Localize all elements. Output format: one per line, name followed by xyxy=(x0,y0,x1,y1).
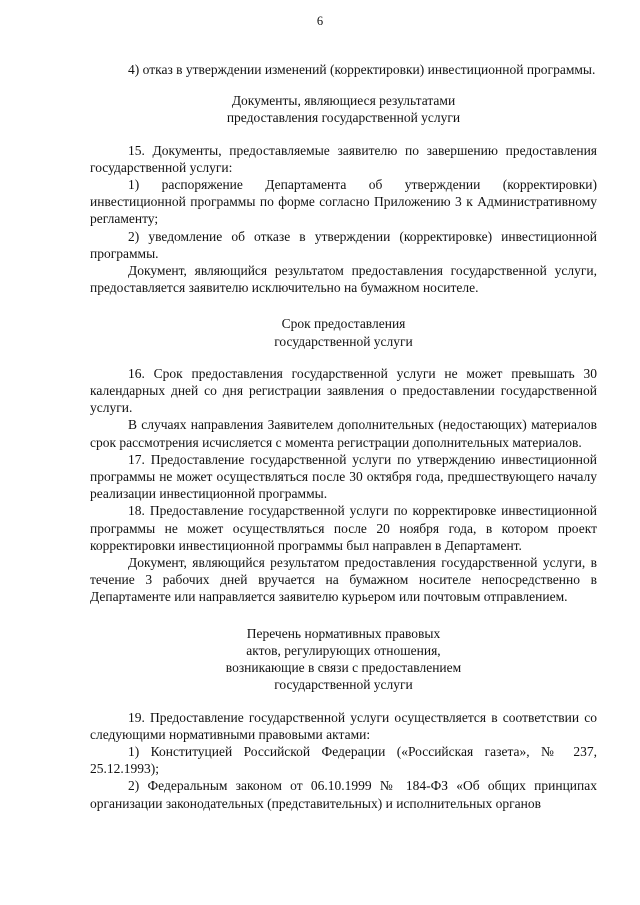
paragraph-19-item-2: 2) Федеральным законом от 06.10.1999 № 184-ФЗ «Об общих принципах организации законодательных (представительных) и исполнительных органов xyxy=(90,778,597,811)
heading-line: Перечень нормативных правовых xyxy=(246,625,441,641)
paragraph-17: 17. Предоставление государственной услуги по утверждению инвестиционной программы не может осуществляться после 30 октября года, предшествующего началу реализации инвестиционной программы. xyxy=(90,451,597,502)
heading-line: Документы, являющиеся результатами xyxy=(231,93,456,109)
page-number: 6 xyxy=(316,14,324,28)
section-heading-term xyxy=(90,315,597,349)
heading-line: государственной услуги xyxy=(274,677,413,693)
paragraph-15-item-2: 2) уведомление об отказе в утверждении (корректировке) инвестиционной программы. xyxy=(90,228,597,261)
section-heading-legal-acts xyxy=(90,625,597,694)
paragraph-result-document: Документ, являющийся результатом предоставления государственной услуги, предоставляется заявителю исключительно на бумажном носителе. xyxy=(90,263,597,296)
paragraph-result-delivery: Документ, являющийся результатом предоставления государственной услуги, в течение 3 рабочих дней вручается на бумажном носителе непосредственно в Департаменте или направляется заявителю курьером или почтовым отправлением. xyxy=(90,555,597,605)
section-heading-results xyxy=(90,92,597,126)
paragraph-item-4: 4) отказ в утверждении изменений (корректировки) инвестиционной программы. xyxy=(128,62,596,77)
paragraph-19-item-1: 1) Конституцией Российской Федерации («Российская газета», № 237, 25.12.1993); xyxy=(90,743,597,777)
heading-line: возникающие в связи с предоставлением xyxy=(225,660,462,676)
heading-line: государственной услуги xyxy=(274,333,413,349)
paragraph-16-additional: В случаях направления Заявителем дополнительных (недостающих) материалов срок рассмотрения исчисляется с момента регистрации дополнительных материалов. xyxy=(90,417,597,450)
heading-line: предоставления государственной услуги xyxy=(226,110,461,126)
paragraph-15: 15. Документы, предоставляемые заявителю по завершению предоставления государственной услуги: xyxy=(90,142,597,175)
paragraph-18: 18. Предоставление государственной услуги по корректировке инвестиционной программы не может осуществляться после 20 ноября года, в котором проект корректировки инвестиционной программы был направлен в Департамент. xyxy=(90,503,597,553)
document-body xyxy=(90,61,597,812)
paragraph-15-item-1: 1) распоряжение Департамента об утверждении (корректировки) инвестиционной программы по форме согласно Приложению 3 к Административному регламенту; xyxy=(90,177,597,227)
heading-line: Срок предоставления xyxy=(281,316,406,332)
paragraph-16: 16. Срок предоставления государственной услуги не может превышать 30 календарных дней со дня регистрации заявления о предоставлении государственной услуги. xyxy=(90,365,597,416)
paragraph-19: 19. Предоставление государственной услуги осуществляется в соответствии со следующими нормативными правовыми актами: xyxy=(90,709,597,742)
heading-line: актов, регулирующих отношения, xyxy=(246,642,441,658)
